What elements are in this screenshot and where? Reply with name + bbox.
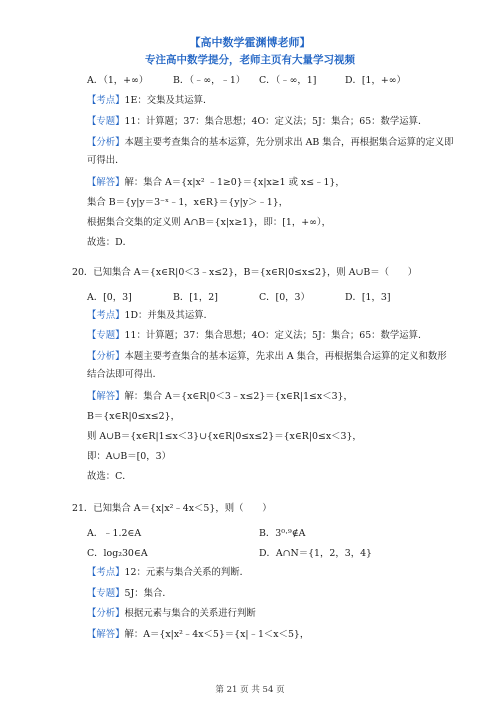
q19-jieda-line-3: 根据集合交集的定义则 A∩B＝{x|x≥1}，即：[1，+∞），	[87, 217, 331, 228]
q21-option-d: D．A∩N＝{1，2，3，4}	[259, 548, 373, 559]
q19-option-d: D．[1，+∞）	[345, 75, 406, 86]
jieda-tag: 【解答】	[87, 629, 125, 640]
kaodian-tag: 【考点】	[87, 95, 125, 106]
fenxi-text-1: 本题主要考查集合的基本运算，先分别求出 AB 集合，再根据集合运算的定义即	[124, 137, 454, 148]
q19-option-a: A．（1，+∞）	[87, 75, 149, 86]
kaodian-tag: 【考点】	[87, 567, 125, 578]
fenxi-tag: 【分析】	[87, 351, 125, 362]
fenxi-tag: 【分析】	[87, 137, 125, 148]
q20-zhuanti	[87, 330, 427, 342]
q21-option-c: C．log₂30∈A	[87, 548, 148, 559]
q20-option-c: C．[0，3）	[259, 292, 310, 303]
q20-jieda-line-4: 即：A∪B＝[0，3）	[87, 451, 171, 462]
q19-kaodian	[87, 95, 212, 107]
jieda-text-1: 解：集合 A＝{x|x² ﹣1≥0}＝{x|x≥1 或 x≤﹣1}，	[124, 177, 345, 188]
page-footer: 第 21 页 共 54 页	[215, 685, 285, 695]
zhuanti-text: 5J：集合．	[124, 588, 172, 599]
q20-jieda-line-2: B＝{x∈R|0≤x≤2}，	[87, 411, 180, 422]
zhuanti-text: 11：计算题；37：集合思想；4O：定义法；5J：集合；65：数学运算．	[124, 116, 428, 127]
fenxi-tag: 【分析】	[87, 608, 125, 619]
jieda-tag: 【解答】	[87, 391, 125, 402]
q20-fenxi	[87, 351, 447, 363]
header-title: 【高中数学霍渊博老师】	[189, 36, 311, 49]
jieda-text-1: 解：集合 A＝{x∈R|0＜3﹣x≤2}＝{x∈R|1≤x＜3}，	[124, 391, 353, 402]
q19-option-b: B．（﹣∞，﹣1）	[173, 75, 246, 86]
q20-jieda-line-3: 则 A∪B＝{x∈R|1≤x＜3}∪{x∈R|0≤x≤2}＝{x∈R|0≤x＜3}，	[87, 431, 362, 442]
jieda-text: 解：A＝{x|x²﹣4x＜5}＝{x|﹣1＜x＜5}，	[124, 629, 310, 640]
q19-option-c: C．（﹣∞，1]	[259, 75, 317, 86]
q19-jieda-line-2: 集合 B＝{y|y＝3⁻ˣ﹣1，x∈R}＝{y|y＞﹣1}，	[87, 197, 289, 208]
q20-jieda-line-5: 故选：C．	[87, 471, 132, 482]
q20-option-d: D．[1，3]	[345, 292, 391, 303]
q21-kaodian	[87, 567, 249, 579]
kaodian-text: 12：元素与集合关系的判断．	[124, 567, 249, 578]
q20-stem: 20．已知集合 A＝{x∈R|0＜3﹣x≤2}，B＝{x∈R|0≤x≤2}，则 A∪B＝（ ）	[72, 267, 418, 278]
kaodian-tag: 【考点】	[87, 310, 125, 321]
zhuanti-text: 11：计算题；37：集合思想；4O：定义法；5J：集合；65：数学运算．	[124, 330, 428, 341]
q19-jieda-line-4: 故选：D．	[87, 237, 133, 248]
q21-option-b: B．3⁰·⁹∉A	[259, 528, 306, 539]
q21-fenxi	[87, 608, 256, 620]
q20-fenxi-cont: 结合法即可得出．	[87, 369, 163, 380]
q21-zhuanti	[87, 588, 172, 600]
zhuanti-tag: 【专题】	[87, 588, 125, 599]
q21-jieda	[87, 629, 309, 641]
q19-fenxi-cont: 可得出．	[87, 155, 125, 166]
q21-option-a: A．﹣1.2∈A	[87, 528, 142, 539]
q21-stem: 21．已知集合 A＝{x|x²﹣4x＜5}，则（ ）	[72, 503, 272, 514]
kaodian-text: 1E：交集及其运算．	[124, 95, 213, 106]
zhuanti-tag: 【专题】	[87, 116, 125, 127]
q20-option-b: B．[1，2]	[173, 292, 218, 303]
fenxi-text: 根据元素与集合的关系进行判断	[124, 608, 256, 619]
jieda-tag: 【解答】	[87, 177, 125, 188]
kaodian-text: 1D：并集及其运算．	[124, 310, 213, 321]
q19-fenxi	[87, 137, 454, 149]
zhuanti-tag: 【专题】	[87, 330, 125, 341]
q19-jieda	[87, 177, 345, 189]
q20-kaodian	[87, 310, 213, 322]
header-subtitle: 专注高中数学提分，老师主页有大量学习视频	[145, 54, 355, 66]
q19-zhuanti	[87, 116, 427, 128]
fenxi-text-1: 本题主要考查集合的基本运算，先求出 A 集合，再根据集合运算的定义和数形	[124, 351, 447, 362]
q20-jieda	[87, 391, 353, 403]
q20-option-a: A．[0，3]	[87, 292, 132, 303]
